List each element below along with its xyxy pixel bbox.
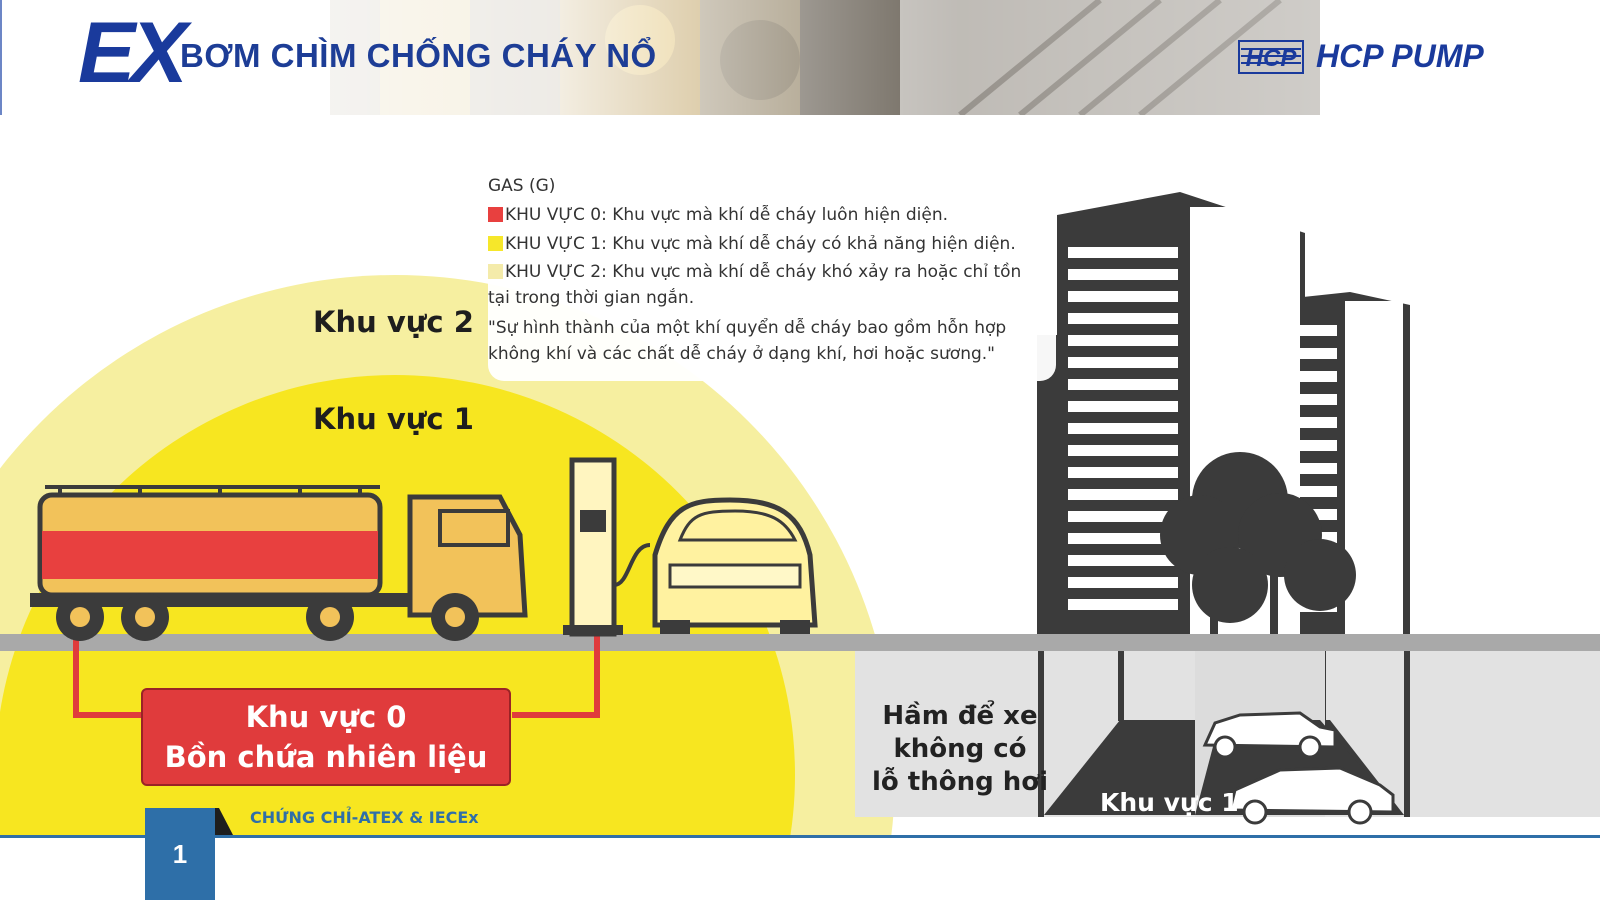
window-stripe <box>1068 423 1178 434</box>
window-stripe <box>1285 348 1337 359</box>
legend-item-zone0-text: KHU VỰC 0: Khu vực mà khí dễ cháy luôn hiện diện. <box>505 205 949 225</box>
legend-item-zone2-text: KHU VỰC 2: Khu vực mà khí dễ cháy khó xảy ra hoặc chỉ tồn tại trong thời gian ngắn. <box>488 262 1022 308</box>
legend-item-zone0 <box>488 201 1048 230</box>
brand-name: HCP PUMP <box>1316 38 1484 74</box>
window-stripe <box>1068 599 1178 610</box>
garage-line3: lỗ thông hơi <box>871 767 1049 797</box>
page-title: BƠM CHÌM CHỐNG CHÁY NỔ <box>180 37 657 74</box>
window-stripe <box>1068 313 1178 324</box>
zone0-line2: Bồn chứa nhiên liệu <box>164 740 488 774</box>
window-stripe <box>1068 357 1178 368</box>
footer-section-title: CHỨNG CHỈ-ATEX & IECEx <box>250 808 479 827</box>
page-number: 1 <box>145 808 215 900</box>
window-stripe <box>1285 394 1337 405</box>
garage-line2: không có <box>893 734 1027 764</box>
window-stripe <box>1285 463 1337 474</box>
car-at-pump <box>655 500 815 634</box>
gas-zone-legend <box>488 166 1056 381</box>
window-stripe <box>1068 335 1178 346</box>
window-stripe <box>1068 577 1178 588</box>
window-stripe <box>1068 291 1178 302</box>
zone1-label: Khu vực 1 <box>313 402 474 436</box>
legend-item-zone1 <box>488 230 1048 259</box>
garage-zone-label: Khu vực 1 <box>1100 788 1239 817</box>
zone0-line1: Khu vực 0 <box>245 700 407 734</box>
window-stripe <box>1285 325 1337 336</box>
garage-line1: Hầm để xe <box>882 701 1038 731</box>
left-edge-rule <box>0 0 2 115</box>
window-stripe <box>1068 489 1178 500</box>
zone0-swatch <box>488 207 503 222</box>
window-stripe <box>1068 555 1178 566</box>
window-stripe <box>1068 401 1178 412</box>
window-stripe <box>1068 247 1178 258</box>
ground-surface <box>0 634 1600 651</box>
window-stripe <box>1285 371 1337 382</box>
ex-logo: EX <box>78 5 183 101</box>
window-stripe <box>1068 269 1178 280</box>
legend-item-zone2 <box>488 259 1048 311</box>
window-stripe <box>1068 467 1178 478</box>
window-stripe <box>1285 440 1337 451</box>
zone2-swatch <box>488 264 503 279</box>
zone0-box <box>141 688 511 786</box>
footer-rule <box>0 835 1600 838</box>
legend-heading: GAS (G) <box>488 176 556 196</box>
zone2-label: Khu vực 2 <box>313 305 474 339</box>
legend-quote: "Sự hình thành của một khí quyển dễ cháy bao gồm hỗn hợp không khí và các chất dễ cháy ở dạng khí, hơi hoặc sương." <box>488 318 1007 364</box>
window-stripe <box>1068 445 1178 456</box>
window-stripe <box>1285 417 1337 428</box>
zone1-swatch <box>488 236 503 251</box>
window-stripe <box>1068 511 1178 522</box>
header <box>0 0 1600 115</box>
hcp-logo-text: HCP <box>1245 45 1297 72</box>
hcp-logo-icon <box>1238 40 1304 74</box>
window-stripe <box>1068 379 1178 390</box>
page-tab-corner <box>213 808 233 835</box>
garage-caption <box>855 700 1065 799</box>
legend-item-zone1-text: KHU VỰC 1: Khu vực mà khí dễ cháy có khả năng hiện diện. <box>505 234 1016 254</box>
